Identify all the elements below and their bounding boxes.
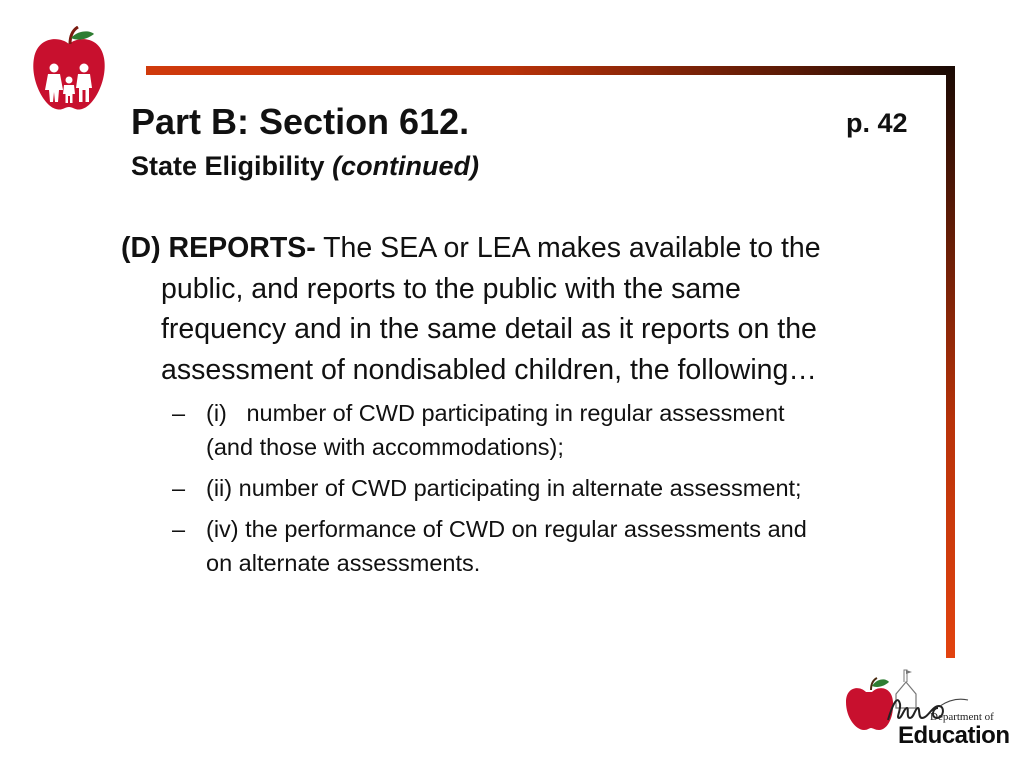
right-border-bar (946, 66, 955, 658)
list-item-text: (i) number of CWD participating in regular assessment (and those with accommodations); (206, 400, 792, 460)
page-title: Part B: Section 612. (131, 101, 470, 142)
page-reference: p. 42 (846, 108, 908, 138)
list-item (121, 396, 816, 464)
page-subtitle (131, 151, 479, 182)
list-item-text: (iv) the performance of CWD on regular assessments and on alternate assessments. (206, 516, 807, 576)
subtitle-text: State Eligibility (131, 151, 325, 181)
reports-paragraph (121, 228, 871, 390)
subtitle-continued: (continued) (332, 151, 480, 181)
apple-family-logo-icon (30, 26, 108, 112)
top-border-bar (146, 66, 952, 75)
reports-lead: (D) REPORTS- (121, 232, 316, 264)
list-item (121, 512, 816, 580)
reports-sub-list (121, 396, 871, 580)
dash-bullet: – (172, 475, 186, 501)
dash-bullet: – (172, 400, 186, 426)
reports-text: The SEA or LEA makes available to the public, and reports to the public with the same frequency and in the same detail as it reports on the assessment of nondisabled children, the following… (161, 232, 821, 386)
list-item-text: (ii) number of CWD participating in alternate assessment; (206, 475, 802, 501)
ode-education-label: Education (898, 722, 1010, 749)
list-item (121, 471, 816, 505)
dash-bullet: – (172, 516, 186, 542)
body-content (121, 228, 871, 587)
ode-department-label: Department of (930, 711, 994, 723)
